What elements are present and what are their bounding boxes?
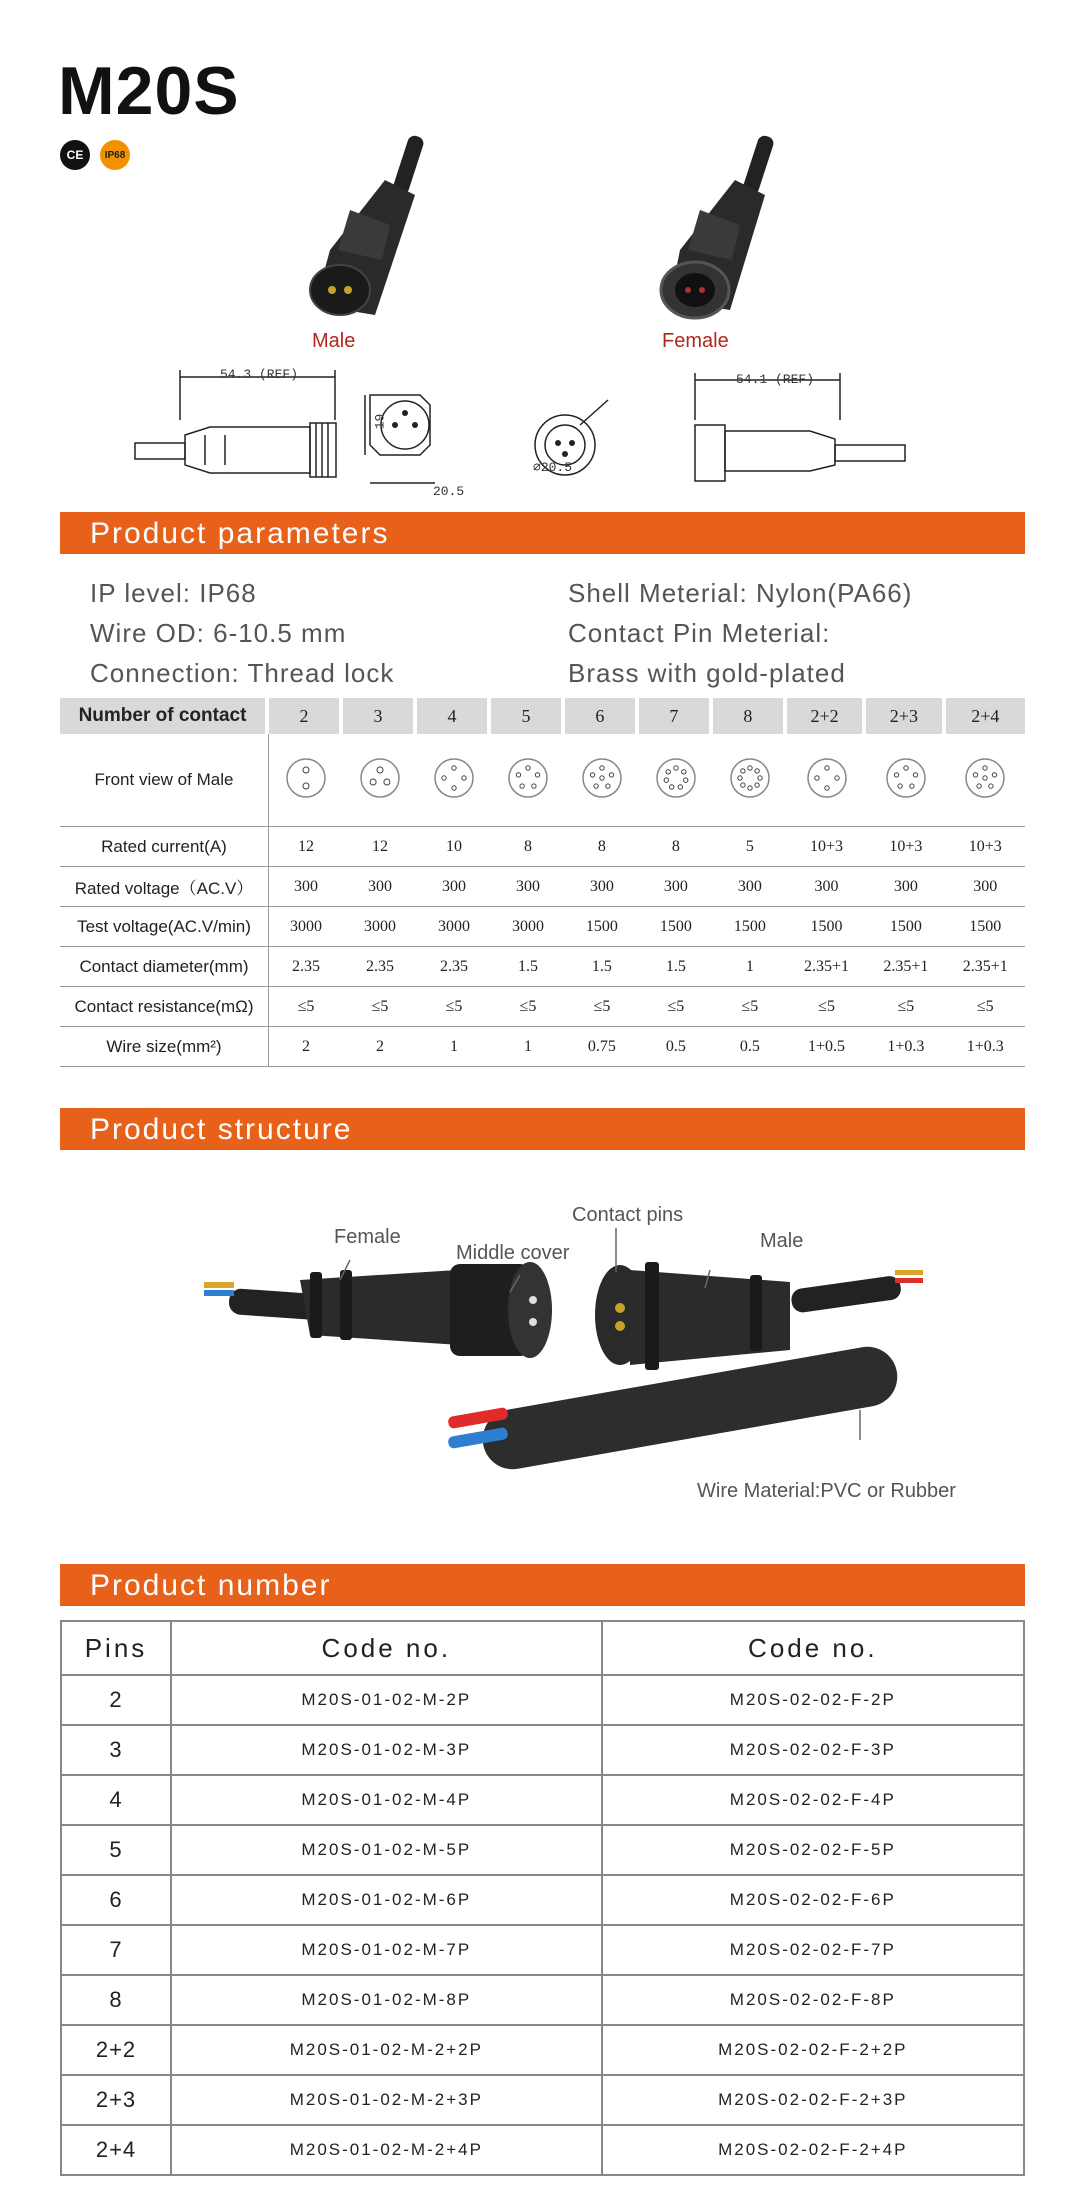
male-connector-image	[290, 130, 430, 320]
front-view-cell	[639, 734, 713, 827]
spec-cell: 0.5	[713, 1027, 787, 1067]
pin-layout-icon	[433, 757, 475, 799]
male-label: Male	[312, 330, 356, 352]
spec-front-row	[60, 734, 1025, 827]
front-view-cell	[417, 734, 491, 827]
spec-cell: 300	[713, 867, 787, 907]
spec-cell: 10+3	[946, 827, 1025, 867]
spec-cell: 2	[343, 1027, 417, 1067]
spec-cell: 1500	[565, 907, 639, 947]
spec-table	[60, 698, 1025, 1067]
spec-cell: 300	[565, 867, 639, 907]
callout-contact-pins: Contact pins	[572, 1204, 684, 1226]
number-cell-female: M20S-02-02-F-4P	[602, 1775, 1024, 1825]
spec-cell: ≤5	[417, 987, 491, 1027]
spec-cell: 2.35	[269, 947, 343, 987]
number-cell-pins: 6	[61, 1875, 171, 1925]
number-cell-pins: 5	[61, 1825, 171, 1875]
spec-cell: 300	[343, 867, 417, 907]
number-table-row	[61, 2075, 1024, 2125]
spec-contact-5: 7	[639, 698, 713, 734]
spec-cell: 1500	[946, 907, 1025, 947]
spec-cell: 1.5	[639, 947, 713, 987]
section-bar-parameters: Product parameters	[60, 512, 1025, 554]
ce-mark-icon: CE	[60, 140, 90, 170]
pin-layout-icon	[507, 757, 549, 799]
spec-cell: 3000	[269, 907, 343, 947]
structure-image	[190, 1200, 990, 1470]
spec-cell: 2	[269, 1027, 343, 1067]
number-cell-male: M20S-01-02-M-2+3P	[171, 2075, 602, 2125]
spec-row	[60, 987, 1025, 1027]
spec-cell: 300	[787, 867, 866, 907]
number-table-row	[61, 1825, 1024, 1875]
spec-cell: ≤5	[787, 987, 866, 1027]
spec-cell: 2.35	[417, 947, 491, 987]
spec-cell: 1	[417, 1027, 491, 1067]
spec-cell: 8	[491, 827, 565, 867]
number-table-row	[61, 1725, 1024, 1775]
front-view-cell	[269, 734, 343, 827]
callout-female: Female	[334, 1226, 401, 1248]
spec-cell: 1500	[866, 907, 945, 947]
section-bar-structure: Product structure	[60, 1108, 1025, 1150]
callout-wire-material: Wire Material:PVC or Rubber	[697, 1480, 956, 1502]
female-length-dimension: 54.1 (REF)	[736, 372, 815, 387]
spec-contact-2: 4	[417, 698, 491, 734]
spec-cell: 1.5	[565, 947, 639, 987]
female-connector-image	[640, 130, 780, 320]
spec-cell: ≤5	[713, 987, 787, 1027]
spec-front-label: Front view of Male	[60, 734, 269, 827]
spec-cell: 300	[269, 867, 343, 907]
header-code-female: Code no.	[602, 1621, 1024, 1675]
spec-cell: ≤5	[491, 987, 565, 1027]
number-cell-male: M20S-01-02-M-5P	[171, 1825, 602, 1875]
number-cell-pins: 4	[61, 1775, 171, 1825]
spec-cell: 3000	[491, 907, 565, 947]
width-dimension: 20.5	[433, 484, 465, 499]
spec-cell: 300	[866, 867, 945, 907]
header-code-male: Code no.	[171, 1621, 602, 1675]
height-dimension: 19	[372, 413, 388, 430]
number-table-row	[61, 1975, 1024, 2025]
female-label: Female	[662, 330, 729, 352]
spec-header-label: Number of contact	[60, 698, 269, 734]
spec-cell: 2.35+1	[787, 947, 866, 987]
spec-cell: 1	[491, 1027, 565, 1067]
spec-contact-9: 2+4	[946, 698, 1025, 734]
number-cell-female: M20S-02-02-F-2+2P	[602, 2025, 1024, 2075]
number-table-row	[61, 2125, 1024, 2175]
spec-contact-4: 6	[565, 698, 639, 734]
spec-cell: 1.5	[491, 947, 565, 987]
spec-cell: 1+0.3	[946, 1027, 1025, 1067]
spec-cell: 300	[417, 867, 491, 907]
param-pin-material: Contact Pin Meterial:	[568, 618, 831, 648]
number-cell-female: M20S-02-02-F-2+3P	[602, 2075, 1024, 2125]
front-view-cell	[343, 734, 417, 827]
number-table-row	[61, 2025, 1024, 2075]
male-length-dimension: 54.3 (REF)	[220, 367, 299, 382]
number-cell-pins: 7	[61, 1925, 171, 1975]
spec-cell: 2.35+1	[946, 947, 1025, 987]
spec-row-label: Contact diameter(mm)	[60, 947, 269, 987]
spec-cell: 1500	[787, 907, 866, 947]
pin-layout-icon	[285, 757, 327, 799]
spec-row	[60, 827, 1025, 867]
spec-cell: 12	[269, 827, 343, 867]
number-cell-male: M20S-01-02-M-4P	[171, 1775, 602, 1825]
pin-layout-icon	[359, 757, 401, 799]
spec-cell: ≤5	[269, 987, 343, 1027]
product-number-table	[60, 1620, 1025, 2176]
spec-cell: ≤5	[639, 987, 713, 1027]
spec-row-label: Wire size(mm²)	[60, 1027, 269, 1067]
param-pin-plating: Brass with gold-plated	[568, 658, 846, 688]
spec-cell: 1500	[713, 907, 787, 947]
pin-layout-icon	[581, 757, 623, 799]
number-cell-pins: 2+3	[61, 2075, 171, 2125]
number-cell-pins: 2+2	[61, 2025, 171, 2075]
spec-cell: 10+3	[787, 827, 866, 867]
spec-cell: 1+0.3	[866, 1027, 945, 1067]
diameter-dimension: ⌀20.5	[533, 460, 573, 475]
spec-cell: 8	[565, 827, 639, 867]
spec-cell: 3000	[343, 907, 417, 947]
ip68-badge-icon: IP68	[100, 140, 130, 170]
spec-row	[60, 907, 1025, 947]
spec-cell: 10+3	[866, 827, 945, 867]
callout-male: Male	[760, 1230, 804, 1252]
pin-layout-icon	[806, 757, 848, 799]
number-cell-female: M20S-02-02-F-8P	[602, 1975, 1024, 2025]
number-cell-female: M20S-02-02-F-2P	[602, 1675, 1024, 1725]
spec-cell: 8	[639, 827, 713, 867]
pin-layout-icon	[964, 757, 1006, 799]
number-cell-pins: 3	[61, 1725, 171, 1775]
pin-layout-icon	[729, 757, 771, 799]
number-cell-pins: 8	[61, 1975, 171, 2025]
spec-contact-1: 3	[343, 698, 417, 734]
spec-row	[60, 867, 1025, 907]
spec-cell: 2.35	[343, 947, 417, 987]
front-view-cell	[491, 734, 565, 827]
number-cell-pins: 2+4	[61, 2125, 171, 2175]
number-table-header	[61, 1621, 1024, 1675]
spec-cell: 12	[343, 827, 417, 867]
param-shell-material: Shell Meterial: Nylon(PA66)	[568, 578, 913, 608]
number-cell-female: M20S-02-02-F-5P	[602, 1825, 1024, 1875]
number-table-row	[61, 1675, 1024, 1725]
front-view-cell	[787, 734, 866, 827]
number-cell-female: M20S-02-02-F-6P	[602, 1875, 1024, 1925]
pin-layout-icon	[655, 757, 697, 799]
spec-cell: ≤5	[946, 987, 1025, 1027]
spec-contact-7: 2+2	[787, 698, 866, 734]
spec-contact-3: 5	[491, 698, 565, 734]
section-bar-number: Product number	[60, 1564, 1025, 1606]
number-table-row	[61, 1775, 1024, 1825]
spec-cell: 10	[417, 827, 491, 867]
number-cell-male: M20S-01-02-M-3P	[171, 1725, 602, 1775]
front-view-cell	[866, 734, 945, 827]
number-table-row	[61, 1925, 1024, 1975]
spec-row	[60, 1027, 1025, 1067]
number-cell-male: M20S-01-02-M-7P	[171, 1925, 602, 1975]
spec-row-label: Rated voltage（AC.V）	[60, 867, 269, 907]
number-cell-male: M20S-01-02-M-2+2P	[171, 2025, 602, 2075]
front-view-cell	[713, 734, 787, 827]
spec-cell: ≤5	[343, 987, 417, 1027]
spec-row-label: Contact resistance(mΩ)	[60, 987, 269, 1027]
number-cell-male: M20S-01-02-M-2P	[171, 1675, 602, 1725]
number-cell-male: M20S-01-02-M-2+4P	[171, 2125, 602, 2175]
spec-cell: 300	[946, 867, 1025, 907]
spec-cell: 0.5	[639, 1027, 713, 1067]
param-connection: Connection: Thread lock	[90, 658, 395, 688]
spec-row-label: Rated current(A)	[60, 827, 269, 867]
spec-contact-6: 8	[713, 698, 787, 734]
spec-cell: 5	[713, 827, 787, 867]
spec-cell: 3000	[417, 907, 491, 947]
number-cell-female: M20S-02-02-F-3P	[602, 1725, 1024, 1775]
param-ip-level: IP level: IP68	[90, 578, 257, 608]
spec-row-label: Test voltage(AC.V/min)	[60, 907, 269, 947]
spec-cell: ≤5	[565, 987, 639, 1027]
number-table-row	[61, 1875, 1024, 1925]
spec-contact-8: 2+3	[866, 698, 945, 734]
number-cell-pins: 2	[61, 1675, 171, 1725]
spec-contact-0: 2	[269, 698, 343, 734]
number-cell-male: M20S-01-02-M-8P	[171, 1975, 602, 2025]
spec-cell: 1+0.5	[787, 1027, 866, 1067]
spec-row	[60, 947, 1025, 987]
header-pins: Pins	[61, 1621, 171, 1675]
spec-header-row	[60, 698, 1025, 734]
spec-cell: 300	[491, 867, 565, 907]
param-wire-od: Wire OD: 6-10.5 mm	[90, 618, 347, 648]
spec-cell: 2.35+1	[866, 947, 945, 987]
number-cell-male: M20S-01-02-M-6P	[171, 1875, 602, 1925]
spec-cell: ≤5	[866, 987, 945, 1027]
callout-middle-cover: Middle cover	[456, 1242, 570, 1264]
spec-cell: 1	[713, 947, 787, 987]
pin-layout-icon	[885, 757, 927, 799]
spec-cell: 300	[639, 867, 713, 907]
number-cell-female: M20S-02-02-F-7P	[602, 1925, 1024, 1975]
number-cell-female: M20S-02-02-F-2+4P	[602, 2125, 1024, 2175]
front-view-cell	[565, 734, 639, 827]
front-view-cell	[946, 734, 1025, 827]
page-title: M20S	[58, 53, 240, 129]
spec-cell: 1500	[639, 907, 713, 947]
spec-cell: 0.75	[565, 1027, 639, 1067]
